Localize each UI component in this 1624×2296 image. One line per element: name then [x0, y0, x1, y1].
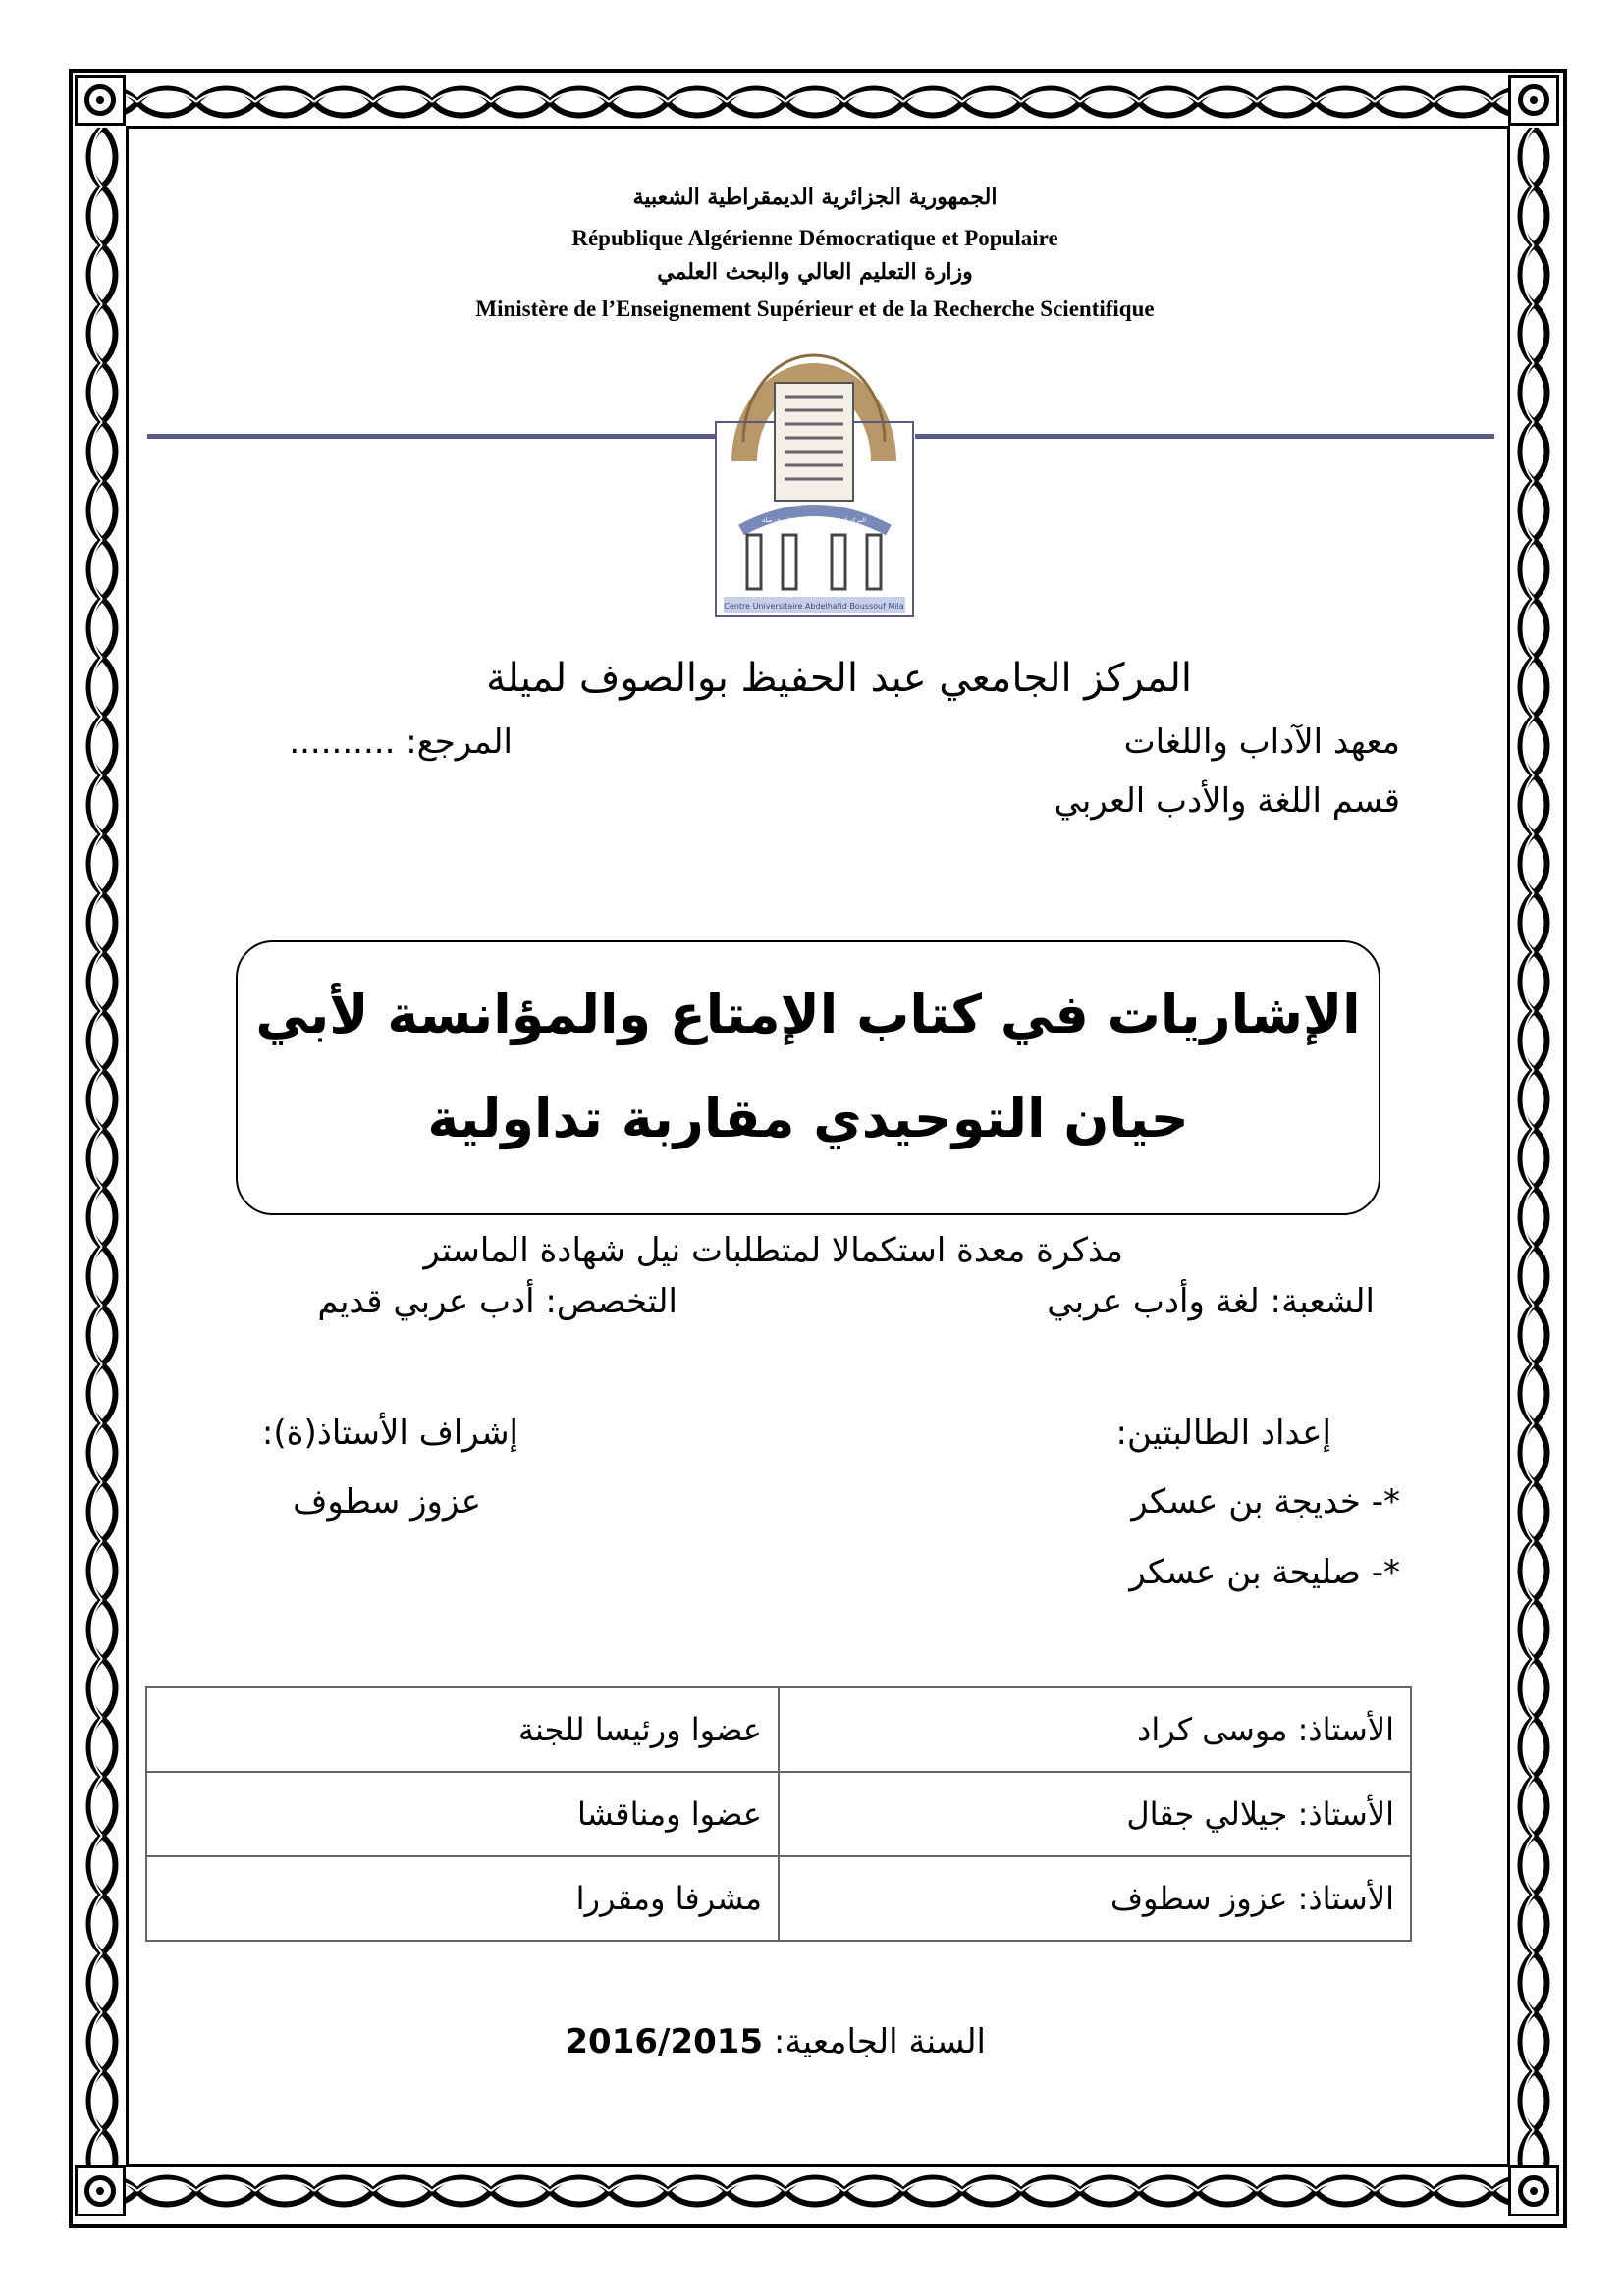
republic-name-arabic: الجمهورية الجزائرية الديمقراطية الشعبية	[632, 185, 998, 210]
header-rule-left	[147, 434, 715, 439]
institute-name: معهد الآداب واللغات	[1123, 722, 1400, 762]
student-1-name: *- خديجة بن عسكر	[1131, 1482, 1400, 1522]
jury-committee-table	[145, 1686, 1412, 1942]
table-row	[146, 1772, 1411, 1856]
corner-ornament-top-right	[1508, 75, 1559, 126]
branch-field: الشعبة: لغة وأدب عربي	[1047, 1282, 1375, 1321]
border-band-left	[79, 128, 126, 2167]
border-band-right	[1510, 128, 1557, 2167]
border-band-bottom	[79, 2167, 1557, 2215]
corner-ornament-bottom-left	[75, 2165, 126, 2216]
academic-year-value: 2016/2015	[565, 2022, 764, 2061]
header-rule-right	[915, 434, 1494, 439]
student-2-name: *- صليحة بن عسكر	[1129, 1553, 1400, 1592]
border-band-top	[79, 79, 1557, 126]
jury-member-role: مشرفا ومقررا	[146, 1856, 779, 1941]
department-name: قسم اللغة والأدب العربي	[1054, 781, 1400, 821]
ministry-name-arabic: وزارة التعليم العالي والبحث العلمي	[657, 259, 973, 285]
corner-ornament-top-left	[75, 75, 126, 126]
specialty-field: التخصص: أدب عربي قديم	[317, 1282, 677, 1321]
university-logo	[714, 334, 915, 618]
thesis-title-line-2: حيان التوحيدي مقاربة تداولية	[427, 1088, 1189, 1149]
supervisor-label: إشراف الأستاذ(ة):	[261, 1414, 518, 1453]
thesis-title-line-1: الإشاريات في كتاب الإمتاع والمؤانسة لأبي	[255, 984, 1361, 1045]
thesis-title-box	[236, 940, 1380, 1215]
logo-banner-text: المركز الجامعي عبد الحفيظ بوالصوف ميلة	[762, 517, 866, 524]
table-row	[146, 1856, 1411, 1941]
republic-name-french: République Algérienne Démocratique et Populaire	[571, 226, 1058, 250]
reference-field: المرجع: ..........	[289, 722, 513, 762]
jury-member-name: الأستاذ: عزوز سطوف	[779, 1856, 1411, 1941]
ministry-name-french: Ministère de l’Enseignement Supérieur et de la Recherche Scientifique	[475, 296, 1155, 321]
jury-member-role: عضوا ومناقشا	[146, 1772, 779, 1856]
jury-member-name: الأستاذ: جيلالي جقال	[779, 1772, 1411, 1856]
jury-member-name: الأستاذ: موسى كراد	[779, 1687, 1411, 1772]
university-center-name: المركز الجامعي عبد الحفيظ بوالصوف لميلة	[486, 656, 1192, 701]
logo-caption: Centre Universitaire Abdelhafid Boussouf Mila	[724, 602, 904, 611]
thesis-purpose: مذكرة معدة استكمالا لمتطلبات نيل شهادة الماستر	[423, 1231, 1123, 1270]
corner-ornament-bottom-right	[1508, 2165, 1559, 2216]
jury-member-role: عضوا ورئيسا للجنة	[146, 1687, 779, 1772]
academic-year	[565, 2022, 986, 2061]
students-label: إعداد الطالبتين:	[1115, 1414, 1331, 1453]
supervisor-name: عزوز سطوف	[293, 1482, 481, 1522]
table-row	[146, 1687, 1411, 1772]
academic-year-label: السنة الجامعية:	[773, 2022, 986, 2061]
